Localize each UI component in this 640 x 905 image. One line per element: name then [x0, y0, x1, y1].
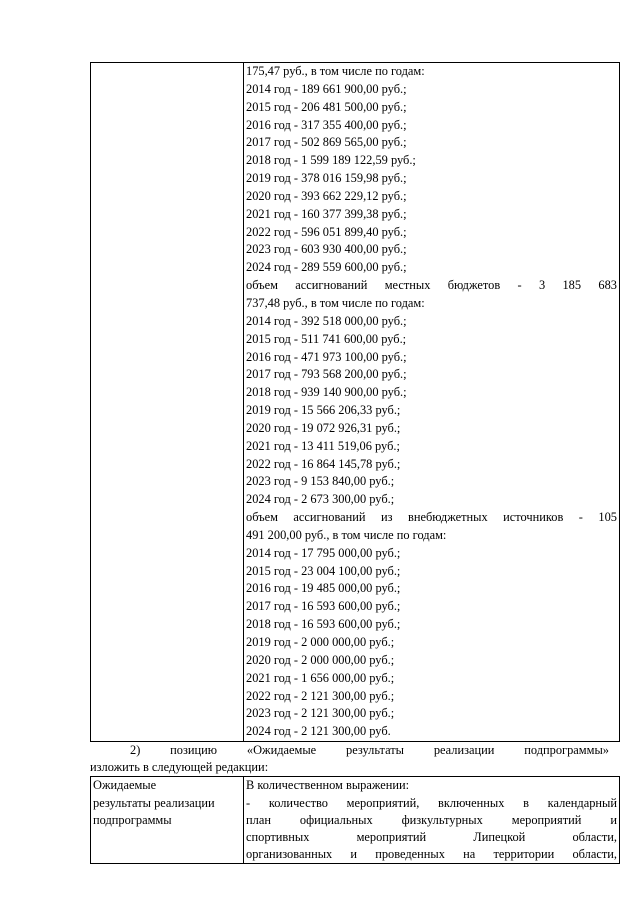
expected-results-values-cell: [244, 777, 620, 864]
financing-line: 2023 год - 9 153 840,00 руб.;: [246, 474, 395, 489]
financing-values-cell: [244, 63, 620, 742]
financing-line: 2017 год - 502 869 565,00 руб.;: [246, 135, 407, 150]
paragraph-line-1: 2) позицию «Ожидаемые результаты реализации подпрограммы»: [130, 743, 609, 758]
financing-line: 737,48 руб., в том числе по годам:: [246, 295, 425, 310]
financing-line: 2017 год - 793 568 200,00 руб.;: [246, 367, 407, 382]
financing-line: 2018 год - 1 599 189 122,59 руб.;: [246, 153, 416, 168]
expected-results-line: организованных и проведенных на территории области,: [246, 847, 617, 862]
financing-line: 2016 год - 19 485 000,00 руб.;: [246, 581, 401, 596]
financing-line: 2021 год - 160 377 399,38 руб.;: [246, 206, 407, 221]
financing-line: 2022 год - 16 864 145,78 руб.;: [246, 456, 401, 471]
label-line: результаты реализации: [93, 795, 215, 810]
financing-line: 2019 год - 2 000 000,00 руб.;: [246, 635, 395, 649]
financing-line: 2018 год - 16 593 600,00 руб.;: [246, 617, 401, 632]
label-line: Ожидаемые: [93, 778, 157, 793]
paragraph-line-2: изложить в следующей редакции:: [90, 760, 269, 775]
financing-line: 175,47 руб., в том числе по годам:: [246, 64, 425, 78]
expected-results-line: спортивных мероприятий Липецкой области,: [246, 830, 617, 845]
financing-line: 2022 год - 2 121 300,00 руб.;: [246, 688, 395, 703]
financing-line: 2014 год - 189 661 900,00 руб.;: [246, 81, 407, 96]
expected-results-label-cell: [91, 777, 244, 864]
financing-line: 2024 год - 2 673 300,00 руб.;: [246, 492, 395, 507]
financing-line: 2023 год - 603 930 400,00 руб.;: [246, 242, 407, 257]
financing-line: 2022 год - 596 051 899,40 руб.;: [246, 224, 407, 239]
document-page: [90, 62, 617, 864]
financing-line: 2024 год - 2 121 300,00 руб.: [246, 724, 391, 739]
financing-line: 2019 год - 15 566 206,33 руб.;: [246, 403, 401, 418]
financing-line: объем ассигнований местных бюджетов - 3 185 683: [246, 278, 617, 293]
financing-line: 2014 год - 17 795 000,00 руб.;: [246, 545, 401, 560]
financing-line: 2020 год - 19 072 926,31 руб.;: [246, 420, 401, 435]
financing-line: 2021 год - 13 411 519,06 руб.;: [246, 438, 400, 453]
financing-line: объем ассигнований из внебюджетных источников - 105: [246, 510, 617, 525]
financing-line: 491 200,00 руб., в том числе по годам:: [246, 527, 447, 542]
financing-label-cell: [91, 63, 244, 742]
financing-line: 2023 год - 2 121 300,00 руб.;: [246, 706, 395, 721]
financing-line: 2019 год - 378 016 159,98 руб.;: [246, 171, 407, 186]
financing-line: 2021 год - 1 656 000,00 руб.;: [246, 670, 395, 685]
financing-line: 2017 год - 16 593 600,00 руб.;: [246, 599, 401, 614]
amendment-paragraph: [90, 742, 609, 776]
financing-line: 2015 год - 206 481 500,00 руб.;: [246, 99, 407, 114]
financing-line: 2020 год - 393 662 229,12 руб.;: [246, 188, 407, 203]
expected-results-line: - количество мероприятий, включенных в календарный: [246, 795, 617, 810]
financing-table: [90, 62, 620, 742]
financing-line: 2014 год - 392 518 000,00 руб.;: [246, 313, 407, 328]
financing-line: 2015 год - 511 741 600,00 руб.;: [246, 331, 407, 346]
financing-line: 2024 год - 289 559 600,00 руб.;: [246, 260, 407, 275]
expected-results-table: [90, 776, 620, 864]
financing-line: 2016 год - 471 973 100,00 руб.;: [246, 349, 407, 364]
financing-line: 2015 год - 23 004 100,00 руб.;: [246, 563, 401, 578]
financing-line: 2020 год - 2 000 000,00 руб.;: [246, 652, 395, 667]
label-line: подпрограммы: [93, 812, 172, 827]
financing-line: 2018 год - 939 140 900,00 руб.;: [246, 385, 407, 400]
expected-results-line: В количественном выражении:: [246, 778, 410, 793]
expected-results-line: план официальных физкультурных мероприятий и: [246, 812, 617, 827]
financing-line: 2016 год - 317 355 400,00 руб.;: [246, 117, 407, 132]
